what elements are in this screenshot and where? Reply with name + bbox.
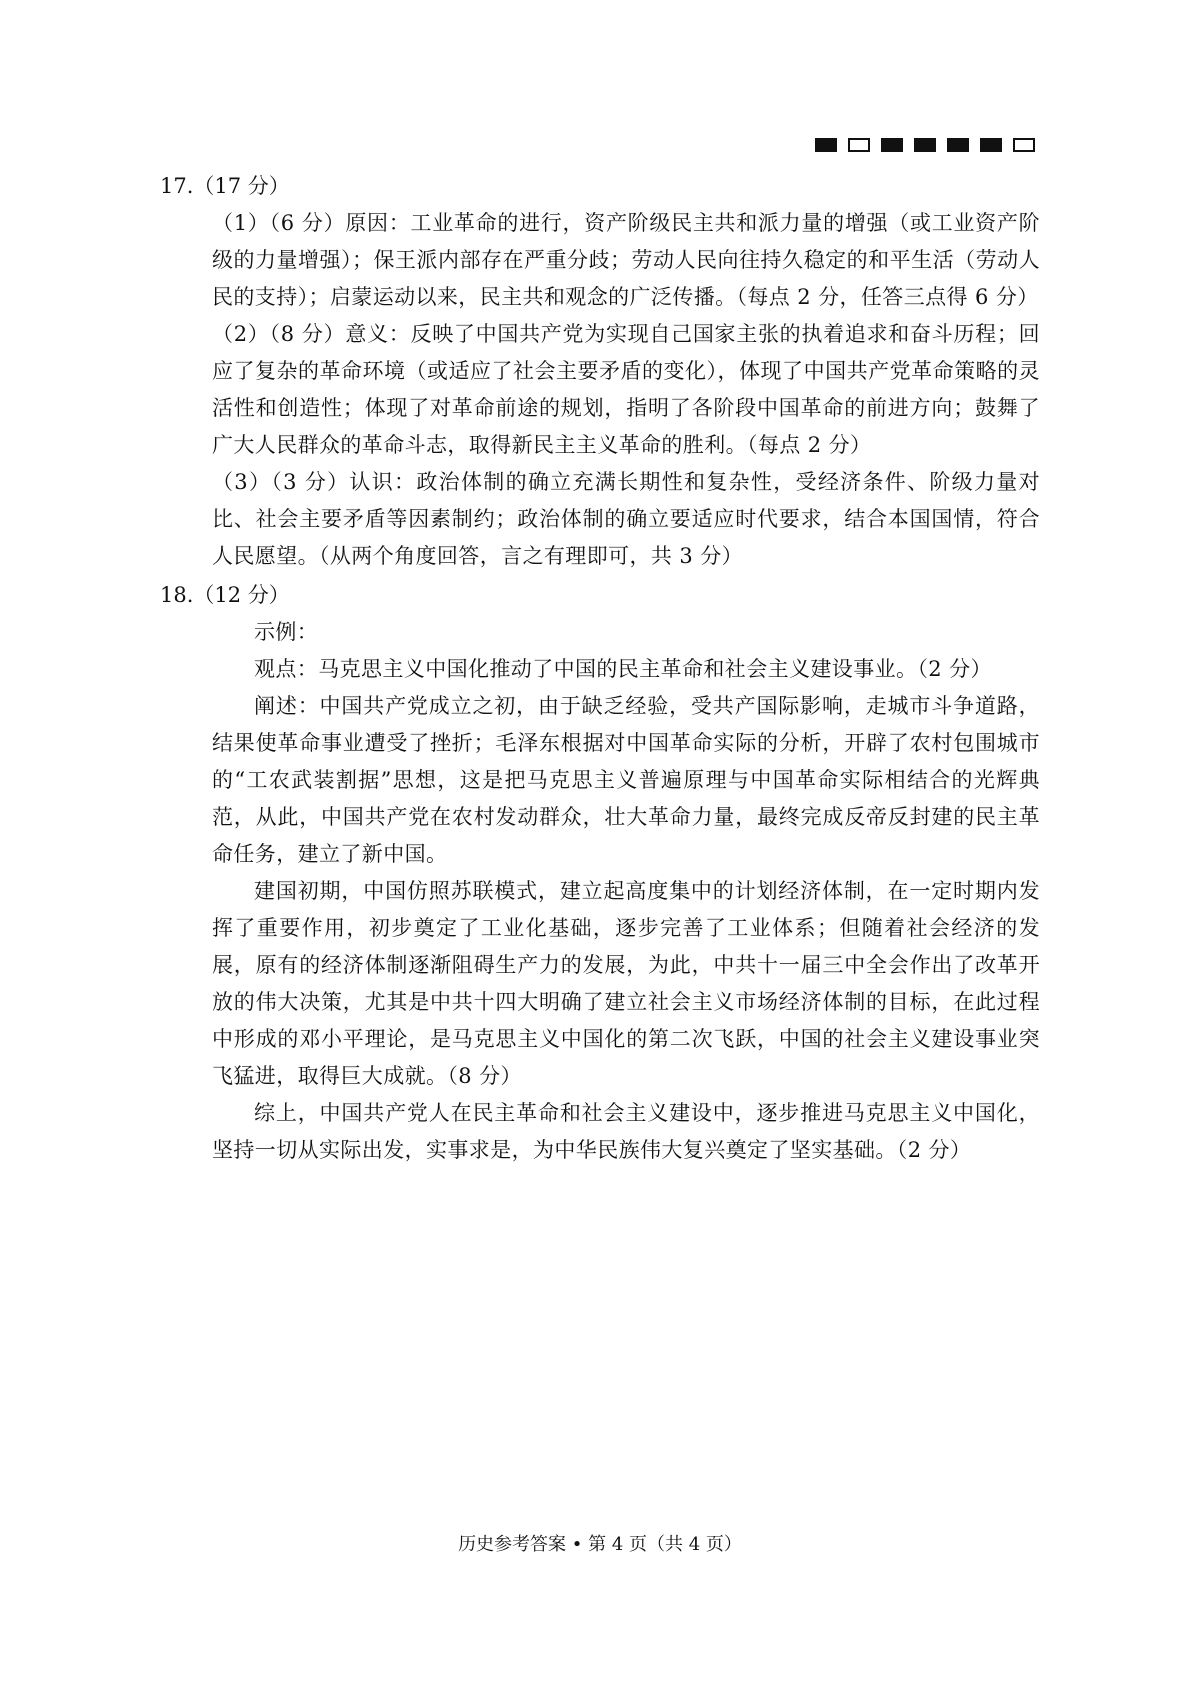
answer-content [160, 168, 1040, 1169]
q18-viewpoint: 观点：马克思主义中国化推动了中国的民主革命和社会主义建设事业。（2 分） [254, 657, 992, 681]
question-17-heading: 17.（17 分） [160, 174, 290, 198]
registration-mark-4 [914, 138, 936, 152]
question-18-heading: 18.（12 分） [160, 583, 290, 607]
q17-part-1: （1）（6 分）原因：工业革命的进行，资产阶级民主共和派力量的增强（或工业资产阶级的力量增强）；保王派内部存在严重分歧；劳动人民向往持久稳定的和平生活（劳动人民的支持）；启蒙运动以来，民主共和观念的广泛传播。（每点 2 分，任答三点得 6 分） [212, 211, 1040, 309]
q18-elaboration: 阐述：中国共产党成立之初，由于缺乏经验，受共产国际影响，走城市斗争道路，结果使革命事业遭受了挫折；毛泽东根据对中国革命实际的分析，开辟了农村包围城市的“工农武装割据”思想，这是把马克思主义普遍原理与中国革命实际相结合的光辉典范，从此，中国共产党在农村发动群众，壮大革命力量，最终完成反帝反封建的民主革命任务，建立了新中国。 [212, 694, 1040, 866]
registration-mark-6 [980, 138, 1002, 152]
q18-example-label: 示例： [254, 620, 319, 644]
q18-construction: 建国初期，中国仿照苏联模式，建立起高度集中的计划经济体制，在一定时期内发挥了重要作用，初步奠定了工业化基础，逐步完善了工业体系；但随着社会经济的发展，原有的经济体制逐渐阻碍生产力的发展，为此，中共十一届三中全会作出了改革开放的伟大决策，尤其是中共十四大明确了建立社会主义市场经济体制的目标，在此过程中形成的邓小平理论，是马克思主义中国化的第二次飞跃，中国的社会主义建设事业突飞猛进，取得巨大成就。（8 分） [212, 879, 1040, 1088]
registration-mark-5 [947, 138, 969, 152]
registration-mark-7 [1013, 138, 1035, 152]
q17-part-2: （2）（8 分）意义：反映了中国共产党为实现自己国家主张的执着追求和奋斗历程；回应了复杂的革命环境（或适应了社会主要矛盾的变化），体现了中国共产党革命策略的灵活性和创造性；体现了对革命前途的规划，指明了各阶段中国革命的前进方向；鼓舞了广大人民群众的革命斗志，取得新民主主义革命的胜利。（每点 2 分） [212, 322, 1040, 457]
registration-mark-3 [881, 138, 903, 152]
header-registration-marks [815, 138, 1035, 152]
q17-part-3: （3）（3 分）认识：政治体制的确立充满长期性和复杂性，受经济条件、阶级力量对比、社会主要矛盾等因素制约；政治体制的确立要适应时代要求，结合本国国情，符合人民愿望。（从两个角度回答，言之有理即可，共 3 分） [212, 470, 1040, 568]
page-footer: 历史参考答案 • 第 4 页（共 4 页） [458, 1534, 742, 1555]
q18-conclusion: 综上，中国共产党人在民主革命和社会主义建设中，逐步推进马克思主义中国化，坚持一切从实际出发，实事求是，为中华民族伟大复兴奠定了坚实基础。（2 分） [212, 1101, 1040, 1162]
registration-mark-1 [815, 138, 837, 152]
registration-mark-2 [848, 138, 870, 152]
